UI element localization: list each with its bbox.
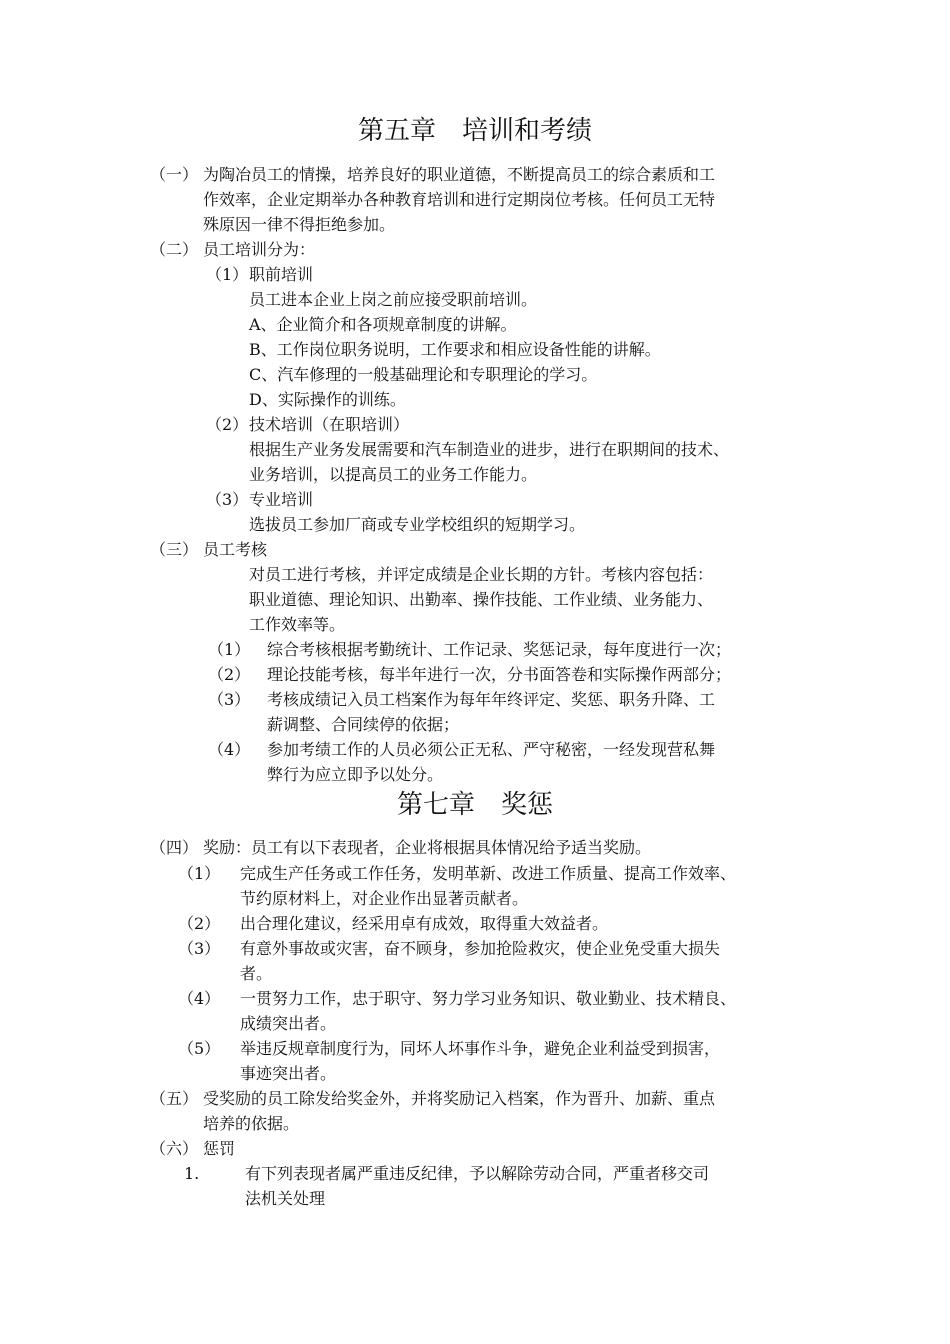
sec2-p1-item-c: C、汽车修理的一般基础理论和专职理论的学习。 <box>249 365 598 384</box>
chapter-5-title: 第五章 培训和考绩 <box>357 116 592 146</box>
sec4-item-5-num: （5） <box>178 1039 221 1058</box>
sec2-p1-item-b: B、工作岗位职务说明，工作要求和相应设备性能的讲解。 <box>249 340 661 359</box>
sec2-title: 员工培训分为： <box>203 240 316 259</box>
sec5-label: （五） <box>150 1089 199 1108</box>
sec2-p2-title: 技术培训（在职培训） <box>249 415 410 434</box>
sec3-item-3-num: （3） <box>208 690 251 709</box>
sec1-label: （一） <box>150 165 199 184</box>
sec4-item-3-num: （3） <box>178 939 221 958</box>
sec4-item-1-num: （1） <box>178 864 221 883</box>
sec4-item-1-line-1: 完成生产任务或工作任务，发明革新、改进工作质量、提高工作效率、 <box>240 864 737 883</box>
sec2-p2-line-2: 业务培训，以提高员工的业务工作能力。 <box>249 465 538 484</box>
sec3-label: （三） <box>150 540 199 559</box>
sec2-p1-item-d: D、实际操作的训练。 <box>249 390 406 409</box>
sec3-item-4-line-2: 弊行为应立即予以处分。 <box>267 765 444 784</box>
sec2-p3-line-1: 选拔员工参加厂商或专业学校组织的短期学习。 <box>249 515 586 534</box>
sec6-title: 惩罚 <box>203 1139 236 1158</box>
sec4-item-5-line-2: 事迹突出者。 <box>240 1064 337 1083</box>
sec3-item-4-line-1: 参加考绩工作的人员必须公正无私、严守秘密，一经发现营私舞 <box>267 740 716 759</box>
sec3-item-1-num: （1） <box>208 640 251 659</box>
sec4-item-5-line-1: 举违反规章制度行为，同坏人坏事作斗争，避免企业利益受到损害， <box>240 1039 721 1058</box>
sec2-p1-intro: 员工进本企业上岗之前应接受职前培训。 <box>249 290 538 309</box>
sec4-item-4-line-1: 一贯努力工作，忠于职守、努力学习业务知识、敬业勤业、技术精良、 <box>240 989 737 1008</box>
sec3-item-4-num: （4） <box>208 740 251 759</box>
sec3-item-3-line-2: 薪调整、合同续停的依据； <box>267 715 460 734</box>
sec3-intro-3: 工作效率等。 <box>249 615 346 634</box>
sec1-line-2: 作效率，企业定期举办各种教育培训和进行定期岗位考核。任何员工无特 <box>203 190 716 209</box>
sec2-p3-label: （3） <box>206 490 249 509</box>
sec6-label: （六） <box>150 1139 199 1158</box>
sec4-item-4-line-2: 成绩突出者。 <box>240 1014 337 1033</box>
sec2-p1-title: 职前培训 <box>249 265 314 284</box>
sec3-item-2-num: （2） <box>208 665 251 684</box>
sec4-item-3-line-2: 者。 <box>240 964 273 983</box>
sec3-item-2-line-1: 理论技能考核，每半年进行一次，分书面答卷和实际操作两部分； <box>267 665 732 684</box>
sec6-item-1-line-2: 法机关处理 <box>245 1189 326 1208</box>
sec2-p2-label: （2） <box>206 415 249 434</box>
sec3-intro-2: 职业道德、理论知识、出勤率、操作技能、工作业绩、业务能力、 <box>249 590 714 609</box>
sec3-item-3-line-1: 考核成绩记入员工档案作为每年年终评定、奖惩、职务升降、工 <box>267 690 716 709</box>
sec1-line-3: 殊原因一律不得拒绝参加。 <box>203 215 396 234</box>
sec2-p1-item-a: A、企业简介和各项规章制度的讲解。 <box>249 315 517 334</box>
sec5-line-1: 受奖励的员工除发给奖金外，并将奖励记入档案，作为晋升、加薪、重点 <box>203 1089 716 1108</box>
sec3-intro-1: 对员工进行考核，并评定成绩是企业长期的方针。考核内容包括： <box>249 565 714 584</box>
sec6-item-1-num: 1. <box>184 1164 200 1183</box>
sec4-item-3-line-1: 有意外事故或灾害，奋不顾身，参加抢险救灾，使企业免受重大损失 <box>240 939 721 958</box>
sec3-item-1-line-1: 综合考核根据考勤统计、工作记录、奖惩记录，每年度进行一次； <box>267 640 732 659</box>
sec4-title: 奖励：员工有以下表现者，企业将根据具体情况给予适当奖励。 <box>203 838 652 857</box>
sec4-item-1-line-2: 节约原材料上，对企业作出显著贡献者。 <box>240 889 529 908</box>
sec4-item-2-line-1: 出合理化建议，经采用卓有成效，取得重大效益者。 <box>240 914 609 933</box>
sec6-item-1-line-1: 有下列表现者属严重违反纪律，予以解除劳动合同，严重者移交司 <box>245 1164 710 1183</box>
sec4-label: （四） <box>150 838 199 857</box>
sec2-label: （二） <box>150 240 199 259</box>
sec2-p1-label: （1） <box>206 265 249 284</box>
sec4-item-2-num: （2） <box>178 914 221 933</box>
sec5-line-2: 培养的依据。 <box>203 1114 300 1133</box>
sec2-p3-title: 专业培训 <box>249 490 314 509</box>
sec4-item-4-num: （4） <box>178 989 221 1008</box>
sec1-line-1: 为陶冶员工的情操，培养良好的职业道德，不断提高员工的综合素质和工 <box>203 165 716 184</box>
chapter-7-title: 第七章 奖惩 <box>396 790 553 820</box>
sec3-title: 员工考核 <box>203 540 268 559</box>
sec2-p2-line-1: 根据生产业务发展需要和汽车制造业的进步，进行在职期间的技术、 <box>249 440 730 459</box>
